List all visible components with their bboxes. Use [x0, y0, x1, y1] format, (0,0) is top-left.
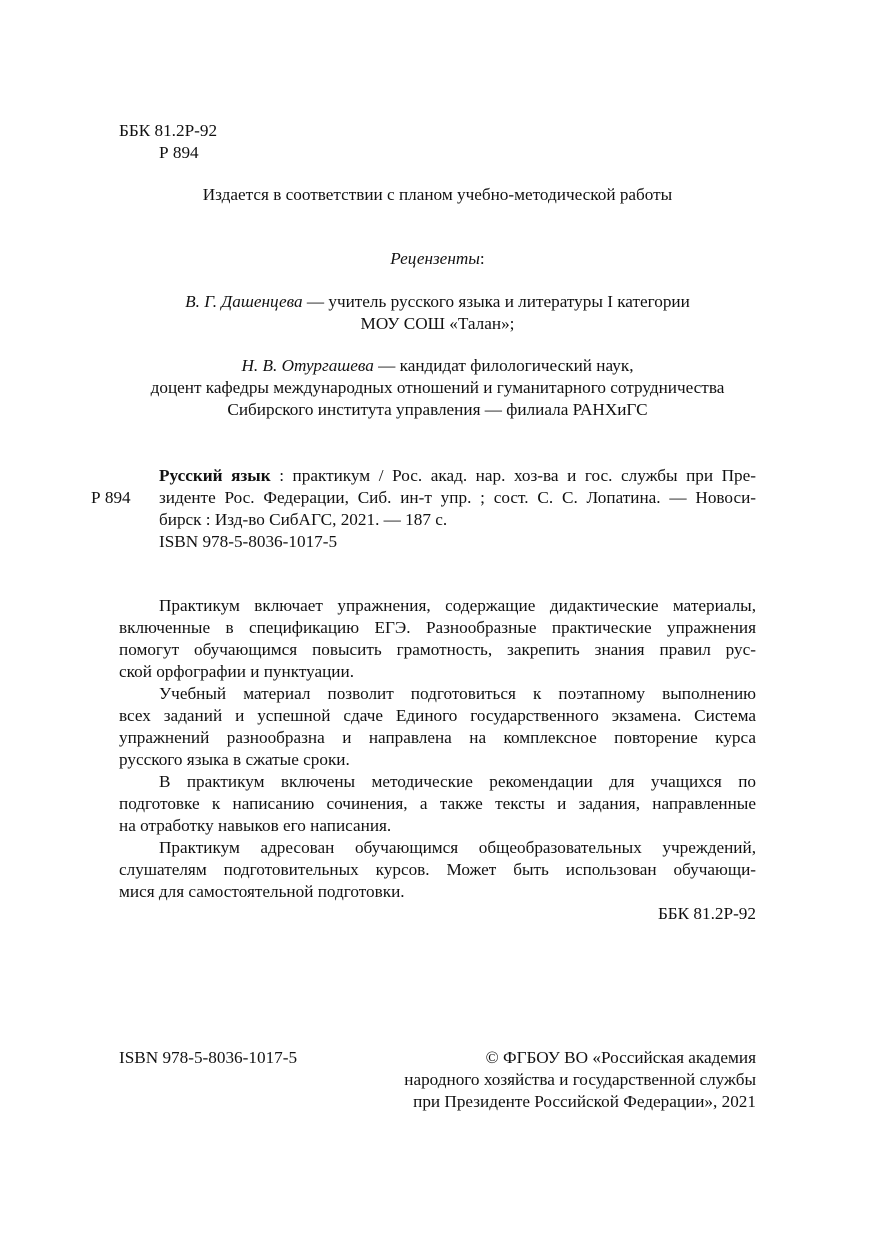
catalog-mark: Р 894	[91, 488, 131, 507]
abstract: Практикум включает упражнения, содержащие дидактические материалы, включенные в спецификацию ЕГЭ. Разнообразные практические упражнения помогут обучающимся повысить грамотность, закрепить знания правил рус- ской орфографии и пунктуации. Учебный материал позволит подготовиться к поэтапному выполнению всех заданий и успешной сдаче Единого государственного экзамена. Система упражнений разнообразна и направлена на комплексное повторение курса русского языка в сжатые сроки. В практикум включены методические рекомендации для учащихся по подготовке к написанию сочинения, а также тексты и задания, направленные на отработку навыков его написания. Практикум адресован обучающимся общеобразовательных учреждений, слушателям подготовительных курсов. Может быть использован обучающи- мися для самостоятельной подготовки. ББК 81.2Р-92	[119, 596, 756, 923]
catalog-isbn: ISBN 978-5-8036-1017-5	[159, 532, 338, 551]
reviewers-heading: Рецензенты:	[390, 249, 485, 268]
publication-note: Издается в соответствии с планом учебно-методической работы	[202, 185, 673, 204]
reviewer-name: В. Г. Дашенцева	[185, 292, 303, 311]
footer-isbn: ISBN 978-5-8036-1017-5	[119, 1048, 298, 1067]
catalog-title: Русский язык	[159, 466, 271, 485]
author-mark: Р 894	[159, 143, 199, 162]
catalog-entry: Русский язык : практикум / Рос. акад. нар. хоз-ва и гос. службы при Пре- зиденте Рос. Федерации, Сиб. ин-т упр. ; сост. С. С. Лопатина. — Новоси- бирск : Изд-во СибАГС, 2021. — 187 с. ISBN 978-5-8036-1017-5	[159, 466, 757, 551]
bbk-code: ББК 81.2Р-92	[119, 121, 218, 140]
reviewer-1: В. Г. Дашенцева — учитель русского языка и литературы I категории МОУ СОШ «Талан»;	[185, 292, 690, 333]
reviewer-name: Н. В. Отургашева	[241, 356, 374, 375]
abstract-bbk: ББК 81.2Р-92	[657, 904, 756, 923]
copyright: © ФГБОУ ВО «Российская академия народного хозяйства и государственной службы при Президенте Российской Федерации», 2021	[404, 1048, 756, 1111]
reviewer-2: Н. В. Отургашева — кандидат филологический наук, доцент кафедры международных отношений и гуманитарного сотрудничества Сибирского института управления — филиала РАНХиГС	[150, 356, 725, 419]
